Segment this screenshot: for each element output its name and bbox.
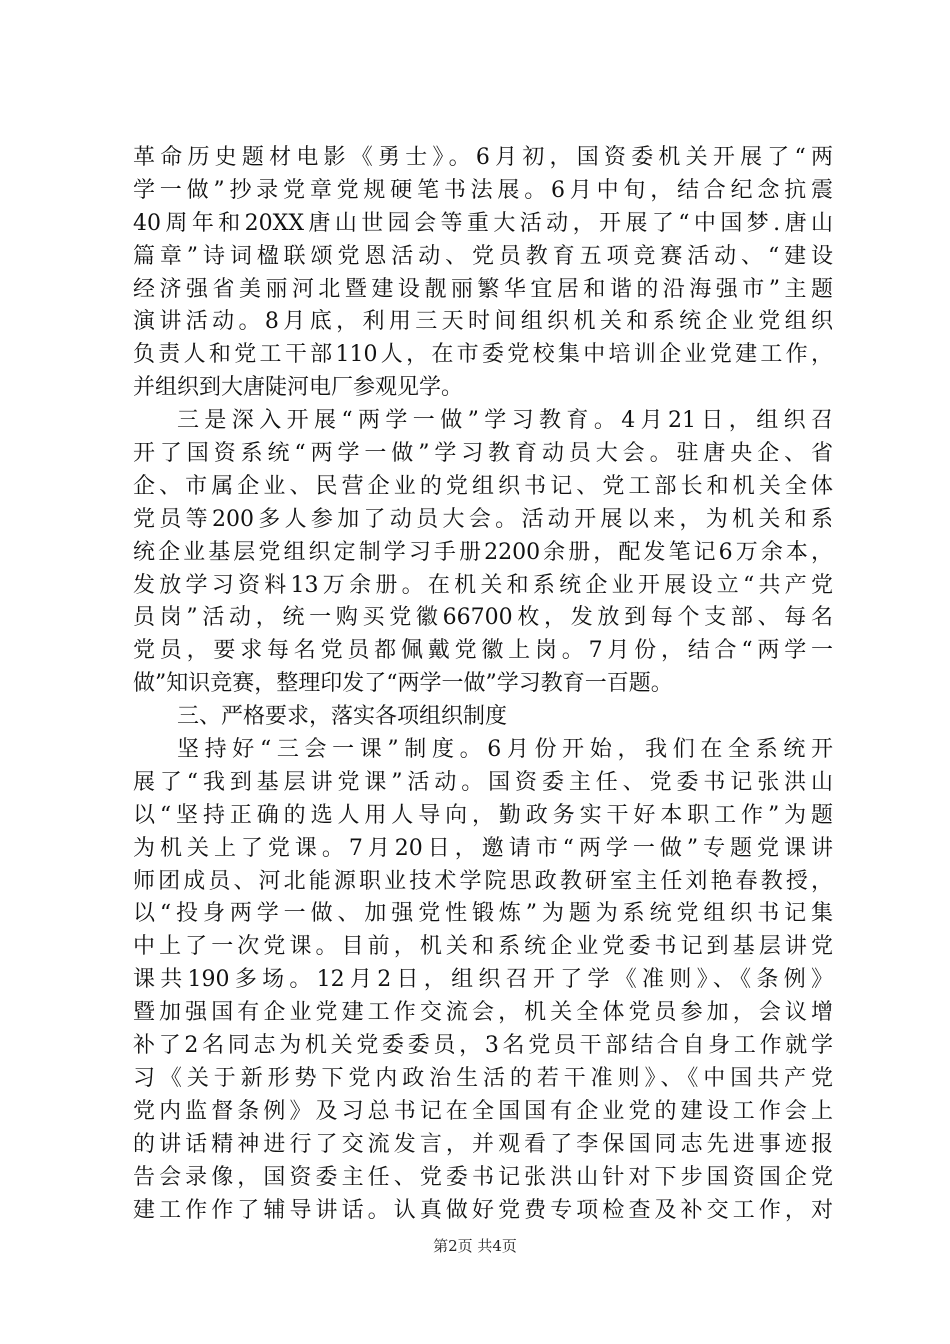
text-line: 以“坚持正确的选人用人导向，勤政务实干好本职工作”为题 <box>133 802 833 828</box>
text-line: 40周年和20XX唐山世园会等重大活动，开展了“中国梦.唐山 <box>133 210 833 236</box>
text-line: 为机关上了党课。7月20日，邀请市“两学一做”专题党课讲 <box>133 835 833 861</box>
text-line: 暨加强国有企业党建工作交流会，机关全体党员参加，会议增 <box>133 1000 833 1026</box>
text-line: 党员，要求每名党员都佩戴党徽上岗。7月份，结合“两学一 <box>133 638 833 664</box>
section-heading: 三、严格要求，落实各项组织制度 <box>177 704 508 730</box>
text-line: 师团成员、河北能源职业技术学院思政教研室主任刘艳春教授， <box>133 868 833 894</box>
text-line: 篇章”诗词楹联颂党恩活动、党员教育五项竞赛活动、“建设 <box>133 243 833 269</box>
text-line: 发放学习资料13万余册。在机关和系统企业开展设立“共产党 <box>133 572 833 598</box>
text-line: 党员等200多人参加了动员大会。活动开展以来，为机关和系 <box>133 506 833 532</box>
paragraph-first-line: 三是深入开展“两学一做”学习教育。4月21日，组织召 <box>177 408 833 434</box>
body-text <box>133 142 833 1227</box>
text-line: 中上了一次党课。目前，机关和系统企业党委书记到基层讲党 <box>133 934 833 960</box>
text-line: 企、市属企业、民营企业的党组织书记、党工部长和机关全体 <box>133 473 833 499</box>
text-line: 革命历史题材电影《勇士》。6月初，国资委机关开展了“两 <box>133 145 833 170</box>
text-line: 以“投身两学一做、加强党性锻炼”为题为系统党组织书记集 <box>133 901 833 927</box>
text-line: 统企业基层党组织定制学习手册2200余册，配发笔记6万余本， <box>133 539 833 565</box>
text-line: 演讲活动。8月底，利用三天时间组织机关和系统企业党组织 <box>133 309 833 335</box>
text-line: 并组织到大唐陡河电厂参观见学。 <box>133 375 464 401</box>
text-line: 的讲话精神进行了交流发言，并观看了李保国同志先进事迹报 <box>133 1131 833 1157</box>
page-number-footer: 第2页 共4页 <box>433 1237 517 1255</box>
text-line: 展了“我到基层讲党课”活动。国资委主任、党委书记张洪山 <box>133 769 833 795</box>
text-line: 负责人和党工干部110人，在市委党校集中培训企业党建工作， <box>133 342 833 368</box>
text-line: 补了2名同志为机关党委委员，3名党员干部结合自身工作就学 <box>133 1033 833 1059</box>
text-line: 员岗”活动，统一购买党徽66700枚，发放到每个支部、每名 <box>133 605 833 631</box>
text-line: 学一做”抄录党章党规硬笔书法展。6月中旬，结合纪念抗震 <box>133 177 833 203</box>
text-line: 经济强省美丽河北暨建设靓丽繁华宜居和谐的沿海强市”主题 <box>133 276 833 302</box>
text-line: 建工作作了辅导讲话。认真做好党费专项检查及补交工作，对 <box>133 1197 833 1223</box>
text-line: 开了国资系统“两学一做”学习教育动员大会。驻唐央企、省 <box>133 441 833 467</box>
text-line: 做”知识竞赛，整理印发了“两学一做”学习教育一百题。 <box>133 671 673 697</box>
text-line: 党内监督条例》及习总书记在全国国有企业党的建设工作会上 <box>133 1098 833 1124</box>
paragraph-first-line: 坚持好“三会一课”制度。6月份开始，我们在全系统开 <box>177 737 833 763</box>
text-line: 告会录像，国资委主任、党委书记张洪山针对下步国资国企党 <box>133 1164 833 1190</box>
text-line: 课共190多场。12月2日，组织召开了学《准则》、《条例》 <box>133 967 833 993</box>
text-line: 习《关于新形势下党内政治生活的若干准则》、《中国共产党 <box>133 1065 833 1091</box>
